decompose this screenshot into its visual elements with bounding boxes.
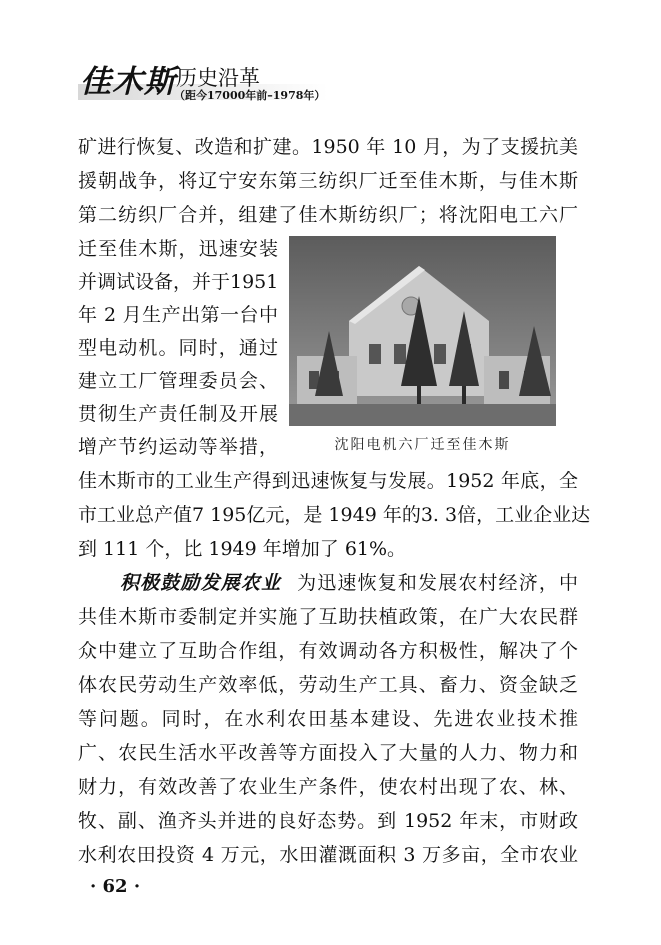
text-line: 迁至佳木斯，迅速安装 — [78, 238, 278, 260]
paragraph2-first-line — [120, 574, 578, 593]
header-title-sub: 历史沿革 — [176, 66, 260, 90]
text-line: 型电动机。同时，通过 — [78, 337, 278, 359]
text-line: 市工业总产值7 195亿元，是 1949 年的3. 3倍，工业企业达 — [78, 504, 591, 526]
text-line: 等问题。同时，在水利农田基本建设、先进农业技术推 — [78, 708, 578, 730]
photo-caption: 沈阳电机六厂迁至佳木斯 — [334, 437, 511, 453]
text-line: 牧、副、渔齐头并进的良好态势。到 1952 年末，市财政 — [78, 810, 578, 832]
text-line: 并调试设备，并于1951 — [78, 271, 279, 293]
text-line: 众中建立了互助合作组，有效调动各方积极性，解决了个 — [78, 640, 578, 662]
header-title-range: （距今17000年前–1978年） — [174, 89, 326, 102]
text-line: 增产节约运动等举措， — [78, 436, 278, 458]
text-line: 年 2 月生产出第一台中 — [78, 304, 278, 326]
text-line: 体农民劳动生产效率低，劳动生产工具、畜力、资金缺乏 — [78, 674, 578, 696]
text-line: 到 111 个，比 1949 年增加了 61%。 — [78, 538, 407, 560]
factory-photo-drawing — [289, 236, 556, 426]
text-line: 第二纺织厂合并，组建了佳木斯纺织厂；将沈阳电工六厂 — [78, 204, 578, 226]
text-line: 共佳木斯市委制定并实施了互助扶植政策，在广大农民群 — [78, 606, 578, 628]
header-title-main: 佳木斯 — [80, 64, 176, 100]
section-lead: 积极鼓励发展农业 — [120, 572, 282, 594]
page-number: · 62 · — [90, 876, 141, 897]
text-line: 佳木斯市的工业生产得到迅速恢复与发展。1952 年底，全 — [78, 470, 578, 492]
text-line: 矿进行恢复、改造和扩建。1950 年 10 月，为了支援抗美 — [78, 136, 578, 158]
text-line: 援朝战争，将辽宁安东第三纺织厂迁至佳木斯，与佳木斯 — [78, 170, 578, 192]
book-header — [78, 56, 338, 106]
text-segment: 为迅速恢复和发展农村经济，中 — [297, 572, 578, 594]
text-line: 财力，有效改善了农业生产条件，使农村出现了农、林、 — [78, 776, 578, 798]
text-line: 贯彻生产责任制及开展 — [78, 403, 278, 425]
factory-photo — [289, 236, 556, 426]
text-line: 建立工厂管理委员会、 — [78, 370, 278, 392]
text-line: 水利农田投资 4 万元，水田灌溉面积 3 万多亩，全市农业 — [78, 844, 578, 866]
text-line: 广、农民生活水平改善等方面投入了大量的人力、物力和 — [78, 742, 578, 764]
